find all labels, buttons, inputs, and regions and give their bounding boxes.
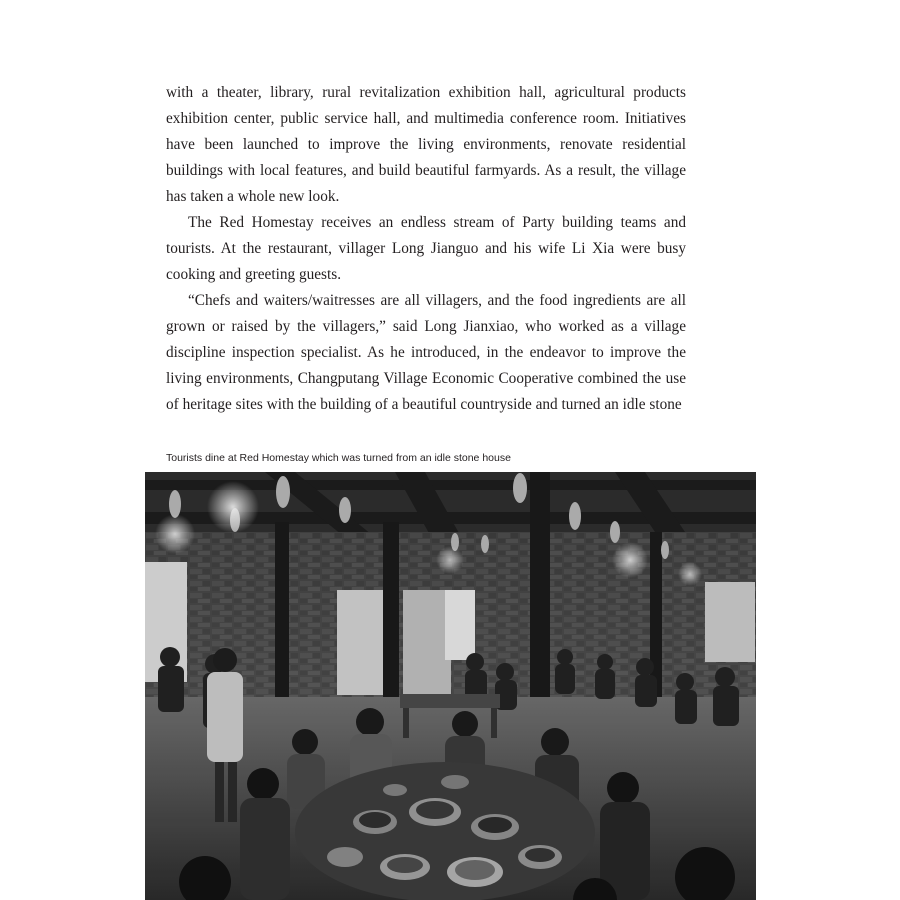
- paragraph: “Chefs and waiters/waitresses are all villagers, and the food ingredients are all grown or raised by the villagers,” said Long Jianxiao, who worked as a village discipline inspection specialist. As he introduced, in the endeavor to improve the living environments, Changputang Village Economic Cooperative combined the use of heritage sites with the building of a beautiful countryside and turned an idle stone: [166, 292, 686, 413]
- restaurant-photo: [145, 472, 756, 900]
- restaurant-photo-illustration: [145, 472, 756, 900]
- paragraph: with a theater, library, rural revitalization exhibition hall, agricultural products exhibition center, public service hall, and multimedia conference room. Initiatives have been launched to improve the living environments, renovate residential buildings with local features, and build beautiful farmyards. As a result, the village has taken a whole new look.: [166, 84, 686, 205]
- paragraph: The Red Homestay receives an endless stream of Party building teams and tourists. At the restaurant, villager Long Jianguo and his wife Li Xia were busy cooking and greeting guests.: [166, 214, 686, 283]
- photo-caption: Tourists dine at Red Homestay which was turned from an idle stone house: [166, 452, 511, 464]
- body-text: [166, 80, 686, 418]
